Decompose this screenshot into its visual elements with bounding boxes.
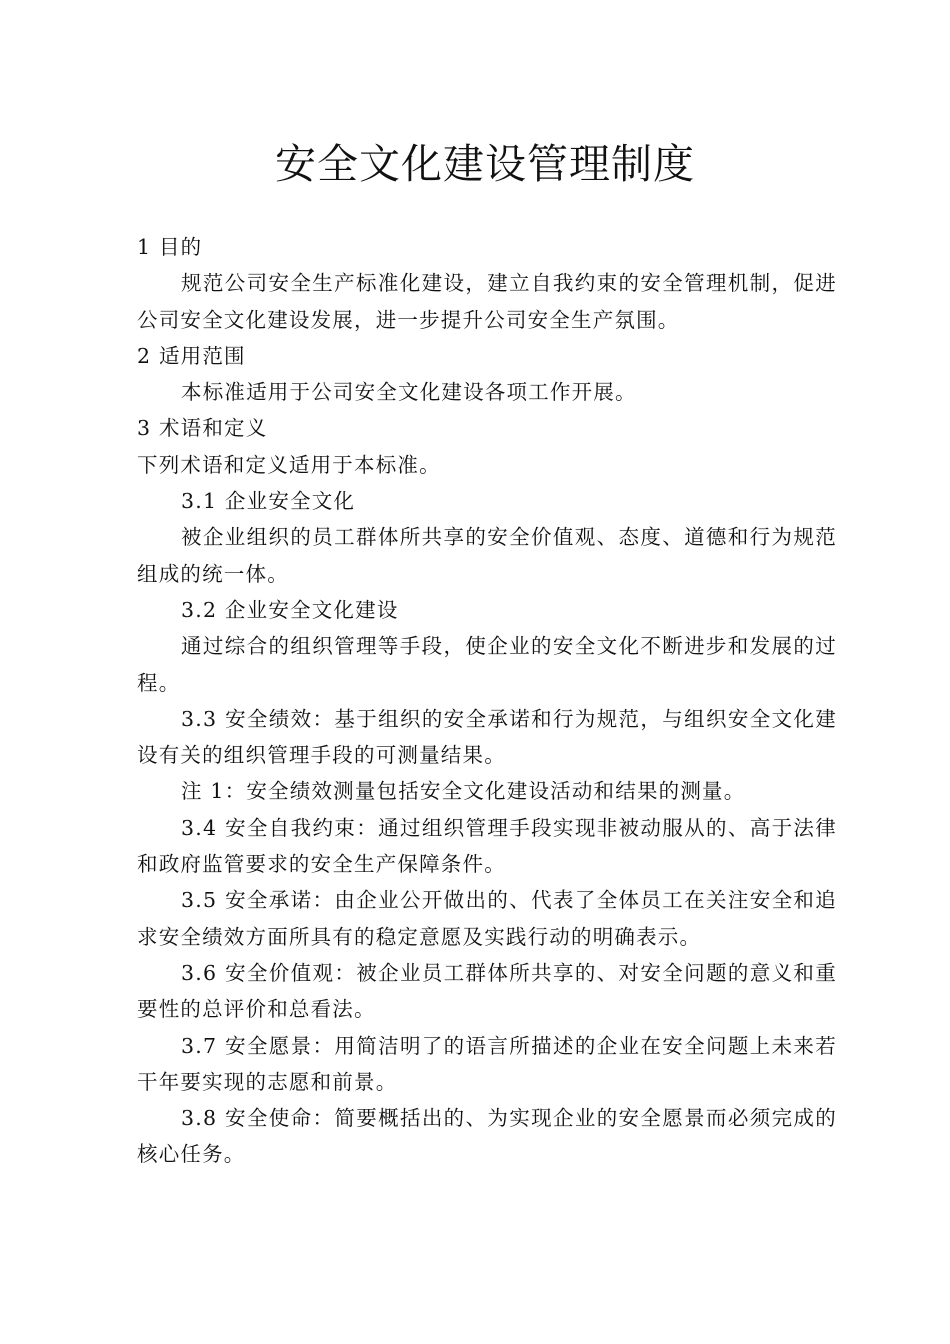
section-heading-scope: 2 适用范围 — [137, 343, 246, 368]
term-text-3-1: 被企业组织的员工群体所共享的安全价值观、态度、道德和行为规范组成的统一体。 — [137, 525, 837, 586]
section-text-purpose: 规范公司安全生产标准化建设，建立自我约束的安全管理机制，促进公司安全文化建设发展，进一步提升公司安全生产氛围。 — [137, 271, 837, 332]
document-body — [137, 229, 837, 1173]
term-text-3-2: 通过综合的组织管理等手段，使企业的安全文化不断进步和发展的过程。 — [137, 634, 837, 695]
section-text-terms-intro: 下列术语和定义适用于本标准。 — [137, 452, 441, 477]
term-heading-3-2: 3.2 企业安全文化建设 — [181, 597, 399, 622]
term-3-8: 3.8 安全使命：简要概括出的、为实现企业的安全愿景而必须完成的核心任务。 — [137, 1106, 837, 1167]
term-3-7: 3.7 安全愿景：用简洁明了的语言所描述的企业在安全问题上未来若干年要实现的志愿和前景。 — [137, 1033, 837, 1094]
section-text-scope: 本标准适用于公司安全文化建设各项工作开展。 — [181, 380, 637, 405]
term-heading-3-1: 3.1 企业安全文化 — [181, 489, 356, 514]
section-heading-terms: 3 术语和定义 — [137, 416, 268, 441]
term-3-3: 3.3 安全绩效：基于组织的安全承诺和行为规范，与组织安全文化建设有关的组织管理手段的可测量结果。 — [137, 706, 837, 768]
term-3-6: 3.6 安全价值观：被企业员工群体所共享的、对安全问题的意义和重要性的总评价和总看法。 — [137, 960, 837, 1022]
document-title: 安全文化建设管理制度 — [275, 140, 695, 188]
section-heading-purpose: 1 目的 — [137, 235, 203, 259]
note-1: 注 1：安全绩效测量包括安全文化建设活动和结果的测量。 — [181, 779, 746, 804]
term-3-4: 3.4 安全自我约束：通过组织管理手段实现非被动服从的、高于法律和政府监管要求的安全生产保障条件。 — [137, 815, 837, 877]
term-3-5: 3.5 安全承诺：由企业公开做出的、代表了全体员工在关注安全和追求安全绩效方面所具有的稳定意愿及实践行动的明确表示。 — [137, 888, 837, 949]
